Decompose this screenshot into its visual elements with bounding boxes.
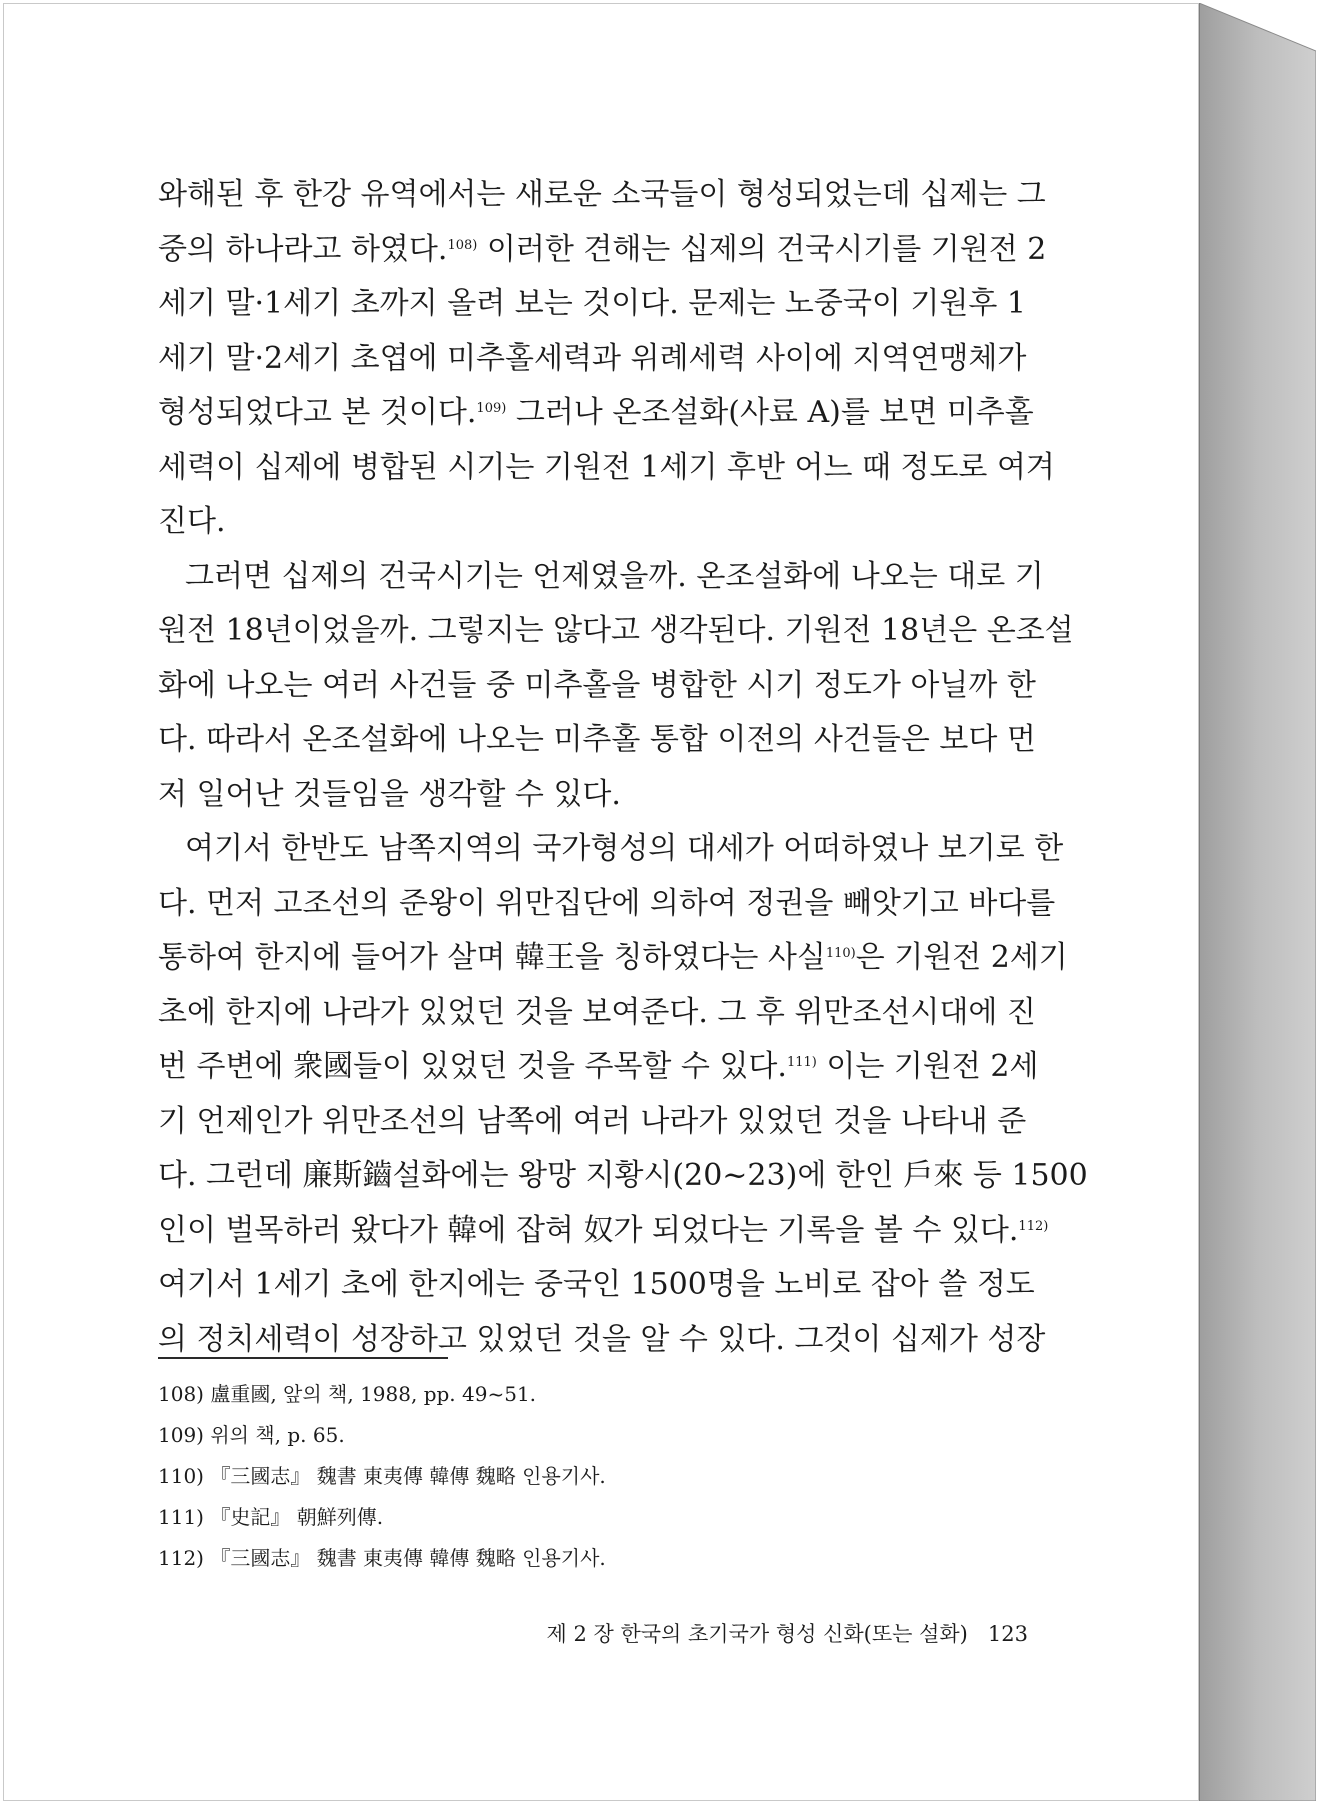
line-text: 이는 기원전 2세: [816, 1049, 1039, 1084]
footnote-ref[interactable]: 108): [447, 237, 478, 253]
text-line: [158, 332, 1026, 387]
book-page-edge: [1199, 3, 1316, 1801]
footnote: 109) 위의 책, p. 65.: [158, 1423, 345, 1447]
line-text: 세기 말·1세기 초까지 올려 보는 것이다. 문제는 노중국이 기원후 1: [158, 286, 1026, 321]
text-line: [158, 931, 1068, 986]
text-line: [158, 604, 1074, 659]
paragraph: [158, 168, 1055, 550]
footnote: 110) 『三國志』 魏書 東夷傳 韓傳 魏略 인용기사.: [158, 1464, 606, 1488]
text-line: [158, 1149, 1088, 1204]
text-line: [158, 550, 1044, 605]
line-text: 다. 따라서 온조설화에 나오는 미추홀 통합 이전의 사건들은 보다 먼: [158, 722, 1036, 757]
line-text: 통하여 한지에 들어가 살며 韓王을 칭하였다는 사실: [158, 940, 826, 975]
line-text: 저 일어난 것들임을 생각할 수 있다.: [158, 776, 621, 812]
text-line: [158, 277, 1026, 332]
text-line: [158, 495, 1026, 550]
line-text: 의 정치세력이 성장하고 있었던 것을 알 수 있다. 그것이 십제가 성장: [158, 1321, 1046, 1357]
text-line: [158, 822, 1064, 877]
footnote-ref[interactable]: 111): [786, 1055, 817, 1070]
footnote: 112) 『三國志』 魏書 東夷傳 韓傳 魏略 인용기사.: [158, 1546, 606, 1570]
line-text: 여기서 1세기 초에 한지에는 중국인 1500명을 노비로 잡아 쓸 정도: [158, 1267, 1035, 1302]
line-text: 원전 18년이었을까. 그렇지는 않다고 생각된다. 기원전 18년은 온조설: [158, 613, 1074, 648]
line-text: 다. 그런데 廉斯鑡설화에는 왕망 지황시(20~23)에 한인 戶來 등 1500: [158, 1158, 1088, 1193]
body-text: [158, 168, 1088, 1367]
line-text: 형성되었다고 본 것이다.: [158, 395, 477, 430]
footnote-ref[interactable]: 110): [825, 946, 856, 961]
line-text: 와해된 후 한강 유역에서는 새로운 소국들이 형성되었는데 십제는 그: [158, 177, 1046, 212]
line-text: 세력이 십제에 병합된 시기는 기원전 1세기 후반 어느 때 정도로 여겨: [158, 449, 1055, 485]
text-line: [158, 1040, 1039, 1095]
line-text: 화에 나오는 여러 사건들 중 미추홀을 병합한 시기 정도가 아닐까 한: [158, 667, 1036, 703]
text-line: [158, 986, 1036, 1041]
paragraph: [158, 550, 1074, 823]
text-line: [158, 1258, 1035, 1313]
footnote-ref[interactable]: 112): [1018, 1218, 1049, 1234]
line-text: 그러면 십제의 건국시기는 언제였을까. 온조설화에 나오는 대로 기: [185, 558, 1044, 594]
text-line: [158, 768, 1026, 823]
paragraph: [158, 822, 1088, 1367]
page-footer: [490, 1619, 1028, 1649]
line-text: 중의 하나라고 하였다.: [158, 231, 448, 267]
line-text: 진다.: [158, 504, 226, 539]
line-text: 초에 한지에 나라가 있었던 것을 보여준다. 그 후 위만조선시대에 진: [158, 994, 1036, 1030]
text-line: [158, 441, 1055, 496]
footnotes: [158, 1374, 1018, 1579]
text-line: [158, 1204, 1049, 1259]
line-text: 세기 말·2세기 초엽에 미추홀세력과 위례세력 사이에 지역연맹체가: [158, 340, 1027, 376]
line-text: 그러나 온조설화(사료 A)를 보면 미추홀: [506, 395, 1034, 430]
text-line: [158, 223, 1047, 278]
line-text: 인이 벌목하러 왔다가 韓에 잡혀 奴가 되었다는 기록을 볼 수 있다.: [158, 1212, 1019, 1248]
running-head: 제 2 장 한국의 초기국가 형성 신화(또는 설화): [546, 1622, 968, 1646]
text-line: [158, 713, 1036, 768]
text-line: [158, 659, 1036, 714]
line-text: 번 주변에 衆國들이 있었던 것을 주목할 수 있다.: [158, 1049, 787, 1084]
text-line: [158, 877, 1056, 932]
footnote: 108) 盧重國, 앞의 책, 1988, pp. 49~51.: [158, 1382, 537, 1406]
page-number: 123: [987, 1622, 1028, 1646]
footnote-separator: [158, 1357, 448, 1359]
line-text: 은 기원전 2세기: [855, 940, 1068, 975]
line-text: 여기서 한반도 남쪽지역의 국가형성의 대세가 어떠하였나 보기로 한: [185, 831, 1064, 866]
text-line: [158, 1095, 1026, 1150]
line-text: 다. 먼저 고조선의 준왕이 위만집단에 의하여 정권을 빼앗기고 바다를: [158, 885, 1056, 921]
text-line: [158, 386, 1034, 441]
line-text: 기 언제인가 위만조선의 남쪽에 여러 나라가 있었던 것을 나타내 준: [158, 1103, 1027, 1139]
text-line: [158, 168, 1046, 223]
footnote-ref[interactable]: 109): [476, 401, 507, 416]
footnote: 111) 『史記』 朝鮮列傳.: [158, 1505, 384, 1529]
line-text: 이러한 견해는 십제의 건국시기를 기원전 2: [477, 231, 1047, 267]
